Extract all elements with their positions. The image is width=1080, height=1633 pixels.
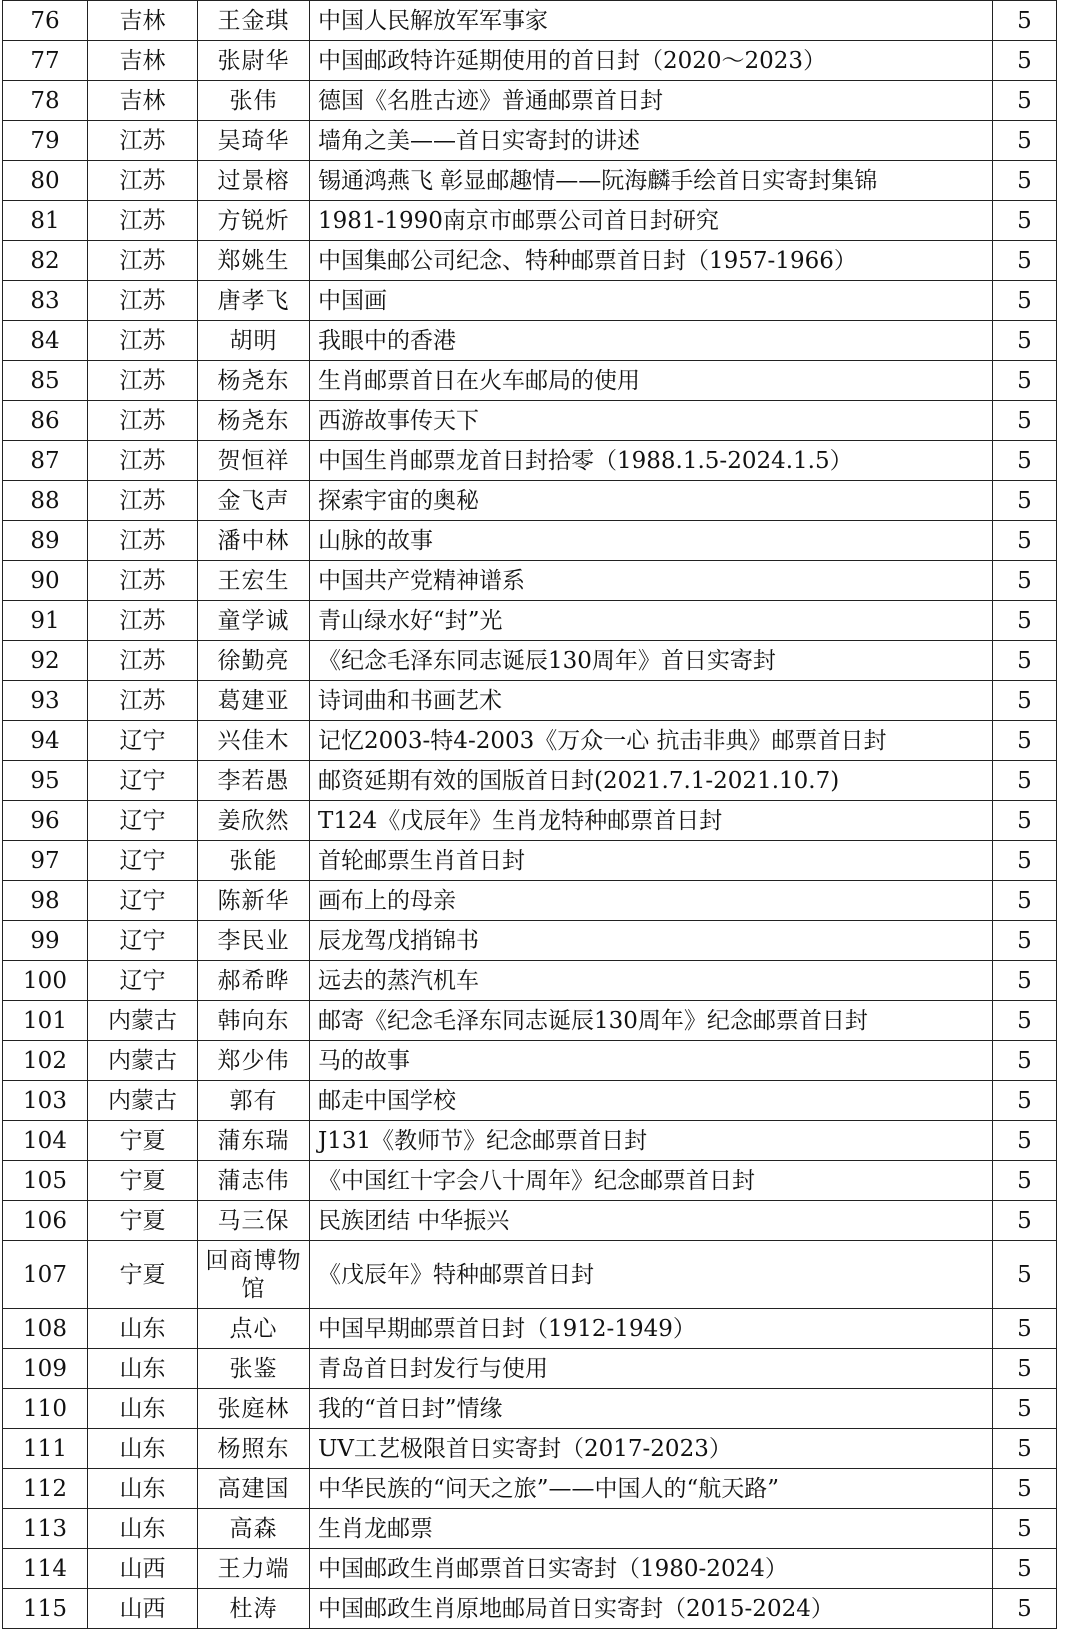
province-cell: 宁夏 — [88, 1121, 198, 1161]
author-name-cell: 胡明 — [198, 321, 310, 361]
row-number-cell: 84 — [3, 321, 88, 361]
province-cell: 辽宁 — [88, 721, 198, 761]
table-row — [3, 1349, 1057, 1389]
table-row — [3, 121, 1057, 161]
score-cell: 5 — [993, 401, 1057, 441]
score-cell: 5 — [993, 1309, 1057, 1349]
score-cell: 5 — [993, 241, 1057, 281]
score-cell: 5 — [993, 1549, 1057, 1589]
province-cell: 江苏 — [88, 241, 198, 281]
score-cell: 5 — [993, 761, 1057, 801]
author-name-cell: 高建国 — [198, 1469, 310, 1509]
author-name-cell: 郑姚生 — [198, 241, 310, 281]
row-number-cell: 78 — [3, 81, 88, 121]
table-row — [3, 1081, 1057, 1121]
score-cell: 5 — [993, 961, 1057, 1001]
exhibit-title-cell: 生肖邮票首日在火车邮局的使用 — [310, 361, 993, 401]
province-cell: 山东 — [88, 1509, 198, 1549]
row-number-cell: 106 — [3, 1201, 88, 1241]
score-cell: 5 — [993, 161, 1057, 201]
exhibit-title-cell: 画布上的母亲 — [310, 881, 993, 921]
exhibit-title-cell: 墙角之美——首日实寄封的讲述 — [310, 121, 993, 161]
table-row — [3, 161, 1057, 201]
row-number-cell: 112 — [3, 1469, 88, 1509]
score-cell: 5 — [993, 801, 1057, 841]
score-cell: 5 — [993, 1001, 1057, 1041]
province-cell: 江苏 — [88, 121, 198, 161]
author-name-cell: 张庭林 — [198, 1389, 310, 1429]
score-cell: 5 — [993, 81, 1057, 121]
author-name-cell: 李民业 — [198, 921, 310, 961]
row-number-cell: 108 — [3, 1309, 88, 1349]
row-number-cell: 87 — [3, 441, 88, 481]
province-cell: 江苏 — [88, 641, 198, 681]
author-name-cell: 兴佳木 — [198, 721, 310, 761]
score-cell: 5 — [993, 1081, 1057, 1121]
row-number-cell: 93 — [3, 681, 88, 721]
author-name-cell: 唐孝飞 — [198, 281, 310, 321]
score-cell: 5 — [993, 1241, 1057, 1309]
table-row — [3, 1469, 1057, 1509]
province-cell: 山西 — [88, 1549, 198, 1589]
row-number-cell: 110 — [3, 1389, 88, 1429]
author-name-cell: 姜欣然 — [198, 801, 310, 841]
table-row — [3, 1121, 1057, 1161]
row-number-cell: 77 — [3, 41, 88, 81]
score-cell: 5 — [993, 1589, 1057, 1629]
table-row — [3, 521, 1057, 561]
table-row — [3, 241, 1057, 281]
author-name-cell: 郑少伟 — [198, 1041, 310, 1081]
province-cell: 江苏 — [88, 561, 198, 601]
score-cell: 5 — [993, 681, 1057, 721]
exhibit-title-cell: 远去的蒸汽机车 — [310, 961, 993, 1001]
province-cell: 辽宁 — [88, 961, 198, 1001]
author-name-cell: 张尉华 — [198, 41, 310, 81]
province-cell: 辽宁 — [88, 881, 198, 921]
author-name-cell: 韩向东 — [198, 1001, 310, 1041]
row-number-cell: 82 — [3, 241, 88, 281]
province-cell: 辽宁 — [88, 921, 198, 961]
row-number-cell: 107 — [3, 1241, 88, 1309]
row-number-cell: 114 — [3, 1549, 88, 1589]
province-cell: 宁夏 — [88, 1201, 198, 1241]
author-name-cell: 吴琦华 — [198, 121, 310, 161]
table-row — [3, 481, 1057, 521]
score-cell: 5 — [993, 1161, 1057, 1201]
exhibit-title-cell: UV工艺极限首日实寄封（2017-2023） — [310, 1429, 993, 1469]
exhibit-title-cell: 生肖龙邮票 — [310, 1509, 993, 1549]
author-name-cell: 点心 — [198, 1309, 310, 1349]
score-cell: 5 — [993, 41, 1057, 81]
table-row — [3, 1589, 1057, 1629]
table-row — [3, 1429, 1057, 1469]
exhibit-title-cell: 中国早期邮票首日封（1912-1949） — [310, 1309, 993, 1349]
exhibit-title-cell: 民族团结 中华振兴 — [310, 1201, 993, 1241]
province-cell: 辽宁 — [88, 801, 198, 841]
author-name-cell: 张伟 — [198, 81, 310, 121]
province-cell: 山东 — [88, 1389, 198, 1429]
province-cell: 内蒙古 — [88, 1041, 198, 1081]
exhibit-title-cell: 我的“首日封”情缘 — [310, 1389, 993, 1429]
score-cell: 5 — [993, 641, 1057, 681]
table-row — [3, 761, 1057, 801]
row-number-cell: 88 — [3, 481, 88, 521]
table-row — [3, 681, 1057, 721]
score-cell: 5 — [993, 1041, 1057, 1081]
exhibit-title-cell: 中华民族的“问天之旅”——中国人的“航天路” — [310, 1469, 993, 1509]
exhibit-title-cell: 马的故事 — [310, 1041, 993, 1081]
province-cell: 辽宁 — [88, 841, 198, 881]
author-name-cell: 马三保 — [198, 1201, 310, 1241]
author-name-cell: 杜涛 — [198, 1589, 310, 1629]
exhibit-title-cell: J131《教师节》纪念邮票首日封 — [310, 1121, 993, 1161]
exhibit-title-cell: 中国邮政特许延期使用的首日封（2020～2023） — [310, 41, 993, 81]
score-cell: 5 — [993, 1429, 1057, 1469]
author-name-cell: 高森 — [198, 1509, 310, 1549]
province-cell: 宁夏 — [88, 1241, 198, 1309]
score-cell: 5 — [993, 481, 1057, 521]
table-row — [3, 1549, 1057, 1589]
row-number-cell: 76 — [3, 1, 88, 41]
province-cell: 江苏 — [88, 321, 198, 361]
province-cell: 山东 — [88, 1469, 198, 1509]
exhibit-title-cell: 辰龙驾戊捎锦书 — [310, 921, 993, 961]
author-name-cell: 杨尧东 — [198, 361, 310, 401]
author-name-cell: 陈新华 — [198, 881, 310, 921]
province-cell: 吉林 — [88, 81, 198, 121]
score-cell: 5 — [993, 601, 1057, 641]
row-number-cell: 99 — [3, 921, 88, 961]
table-row — [3, 321, 1057, 361]
author-name-cell: 蒲东瑞 — [198, 1121, 310, 1161]
province-cell: 山东 — [88, 1309, 198, 1349]
author-name-cell: 王宏生 — [198, 561, 310, 601]
author-name-cell: 徐勤亮 — [198, 641, 310, 681]
province-cell: 江苏 — [88, 401, 198, 441]
exhibit-title-cell: 中国共产党精神谱系 — [310, 561, 993, 601]
exhibit-title-cell: 《中国红十字会八十周年》纪念邮票首日封 — [310, 1161, 993, 1201]
table-row — [3, 401, 1057, 441]
table-body — [3, 1, 1057, 1629]
row-number-cell: 98 — [3, 881, 88, 921]
exhibit-title-cell: 邮资延期有效的国版首日封(2021.7.1-2021.10.7) — [310, 761, 993, 801]
row-number-cell: 104 — [3, 1121, 88, 1161]
exhibit-title-cell: 中国人民解放军军事家 — [310, 1, 993, 41]
province-cell: 江苏 — [88, 361, 198, 401]
province-cell: 江苏 — [88, 481, 198, 521]
table-row — [3, 81, 1057, 121]
author-name-cell: 郭有 — [198, 1081, 310, 1121]
author-name-cell: 回商博物馆 — [198, 1241, 310, 1309]
table-row — [3, 1241, 1057, 1309]
table-row — [3, 921, 1057, 961]
row-number-cell: 115 — [3, 1589, 88, 1629]
table-row — [3, 441, 1057, 481]
table-row — [3, 801, 1057, 841]
author-name-cell: 杨尧东 — [198, 401, 310, 441]
row-number-cell: 101 — [3, 1001, 88, 1041]
score-cell: 5 — [993, 881, 1057, 921]
province-cell: 吉林 — [88, 1, 198, 41]
score-cell: 5 — [993, 921, 1057, 961]
exhibit-title-cell: 记忆2003-特4-2003《万众一心 抗击非典》邮票首日封 — [310, 721, 993, 761]
table-row — [3, 881, 1057, 921]
province-cell: 吉林 — [88, 41, 198, 81]
row-number-cell: 81 — [3, 201, 88, 241]
row-number-cell: 109 — [3, 1349, 88, 1389]
row-number-cell: 105 — [3, 1161, 88, 1201]
table-row — [3, 281, 1057, 321]
table-row — [3, 961, 1057, 1001]
author-name-cell: 潘中林 — [198, 521, 310, 561]
exhibit-title-cell: 西游故事传天下 — [310, 401, 993, 441]
exhibit-title-cell: 青岛首日封发行与使用 — [310, 1349, 993, 1389]
row-number-cell: 80 — [3, 161, 88, 201]
score-cell: 5 — [993, 321, 1057, 361]
row-number-cell: 85 — [3, 361, 88, 401]
table-row — [3, 641, 1057, 681]
author-name-cell: 杨照东 — [198, 1429, 310, 1469]
author-name-cell: 张能 — [198, 841, 310, 881]
author-name-cell: 郝希晔 — [198, 961, 310, 1001]
row-number-cell: 97 — [3, 841, 88, 881]
score-cell: 5 — [993, 201, 1057, 241]
row-number-cell: 83 — [3, 281, 88, 321]
row-number-cell: 86 — [3, 401, 88, 441]
exhibit-title-cell: 中国生肖邮票龙首日封拾零（1988.1.5-2024.1.5） — [310, 441, 993, 481]
author-name-cell: 方锐炘 — [198, 201, 310, 241]
province-cell: 辽宁 — [88, 761, 198, 801]
exhibit-title-cell: 1981-1990南京市邮票公司首日封研究 — [310, 201, 993, 241]
exhibit-title-cell: 探索宇宙的奥秘 — [310, 481, 993, 521]
province-cell: 江苏 — [88, 161, 198, 201]
row-number-cell: 102 — [3, 1041, 88, 1081]
province-cell: 江苏 — [88, 201, 198, 241]
exhibit-title-cell: 诗词曲和书画艺术 — [310, 681, 993, 721]
table-row — [3, 1201, 1057, 1241]
score-cell: 5 — [993, 1201, 1057, 1241]
table-row — [3, 1161, 1057, 1201]
score-cell: 5 — [993, 841, 1057, 881]
row-number-cell: 89 — [3, 521, 88, 561]
author-name-cell: 蒲志伟 — [198, 1161, 310, 1201]
province-cell: 江苏 — [88, 601, 198, 641]
province-cell: 江苏 — [88, 681, 198, 721]
author-name-cell: 过景榕 — [198, 161, 310, 201]
table-row — [3, 841, 1057, 881]
table-row — [3, 561, 1057, 601]
table-row — [3, 361, 1057, 401]
score-cell: 5 — [993, 1389, 1057, 1429]
province-cell: 山东 — [88, 1349, 198, 1389]
table-row — [3, 601, 1057, 641]
score-cell: 5 — [993, 1349, 1057, 1389]
row-number-cell: 91 — [3, 601, 88, 641]
row-number-cell: 79 — [3, 121, 88, 161]
author-name-cell: 王力端 — [198, 1549, 310, 1589]
exhibit-title-cell: 中国邮政生肖原地邮局首日实寄封（2015-2024） — [310, 1589, 993, 1629]
row-number-cell: 94 — [3, 721, 88, 761]
score-cell: 5 — [993, 561, 1057, 601]
province-cell: 江苏 — [88, 441, 198, 481]
province-cell: 山西 — [88, 1589, 198, 1629]
row-number-cell: 103 — [3, 1081, 88, 1121]
score-cell: 5 — [993, 361, 1057, 401]
results-table — [2, 0, 1057, 1629]
author-name-cell: 王金琪 — [198, 1, 310, 41]
score-cell: 5 — [993, 281, 1057, 321]
exhibit-title-cell: 《戊辰年》特种邮票首日封 — [310, 1241, 993, 1309]
table-row — [3, 1001, 1057, 1041]
province-cell: 内蒙古 — [88, 1001, 198, 1041]
table-row — [3, 721, 1057, 761]
exhibit-title-cell: 中国集邮公司纪念、特种邮票首日封（1957-1966） — [310, 241, 993, 281]
score-cell: 5 — [993, 121, 1057, 161]
exhibit-title-cell: 邮走中国学校 — [310, 1081, 993, 1121]
table-row — [3, 1509, 1057, 1549]
author-name-cell: 贺恒祥 — [198, 441, 310, 481]
row-number-cell: 111 — [3, 1429, 88, 1469]
author-name-cell: 李若愚 — [198, 761, 310, 801]
exhibit-title-cell: 我眼中的香港 — [310, 321, 993, 361]
score-cell: 5 — [993, 1509, 1057, 1549]
exhibit-title-cell: T124《戊辰年》生肖龙特种邮票首日封 — [310, 801, 993, 841]
province-cell: 江苏 — [88, 281, 198, 321]
table-row — [3, 1, 1057, 41]
score-cell: 5 — [993, 521, 1057, 561]
author-name-cell: 童学诚 — [198, 601, 310, 641]
table-row — [3, 1041, 1057, 1081]
row-number-cell: 100 — [3, 961, 88, 1001]
table-row — [3, 1309, 1057, 1349]
table-row — [3, 1389, 1057, 1429]
row-number-cell: 95 — [3, 761, 88, 801]
row-number-cell: 96 — [3, 801, 88, 841]
score-cell: 5 — [993, 1, 1057, 41]
exhibit-title-cell: 中国邮政生肖邮票首日实寄封（1980-2024） — [310, 1549, 993, 1589]
row-number-cell: 90 — [3, 561, 88, 601]
province-cell: 宁夏 — [88, 1161, 198, 1201]
row-number-cell: 113 — [3, 1509, 88, 1549]
score-cell: 5 — [993, 721, 1057, 761]
province-cell: 江苏 — [88, 521, 198, 561]
score-cell: 5 — [993, 1469, 1057, 1509]
province-cell: 山东 — [88, 1429, 198, 1469]
score-cell: 5 — [993, 441, 1057, 481]
exhibit-title-cell: 锡通鸿燕飞 彰显邮趣情——阮海麟手绘首日实寄封集锦 — [310, 161, 993, 201]
author-name-cell: 张鉴 — [198, 1349, 310, 1389]
exhibit-title-cell: 邮寄《纪念毛泽东同志诞辰130周年》纪念邮票首日封 — [310, 1001, 993, 1041]
exhibit-title-cell: 青山绿水好“封”光 — [310, 601, 993, 641]
table-row — [3, 41, 1057, 81]
score-cell: 5 — [993, 1121, 1057, 1161]
author-name-cell: 金飞声 — [198, 481, 310, 521]
exhibit-title-cell: 德国《名胜古迹》普通邮票首日封 — [310, 81, 993, 121]
exhibit-title-cell: 首轮邮票生肖首日封 — [310, 841, 993, 881]
row-number-cell: 92 — [3, 641, 88, 681]
exhibit-title-cell: 中国画 — [310, 281, 993, 321]
province-cell: 内蒙古 — [88, 1081, 198, 1121]
exhibit-title-cell: 《纪念毛泽东同志诞辰130周年》首日实寄封 — [310, 641, 993, 681]
author-name-cell: 葛建亚 — [198, 681, 310, 721]
table-row — [3, 201, 1057, 241]
exhibit-title-cell: 山脉的故事 — [310, 521, 993, 561]
